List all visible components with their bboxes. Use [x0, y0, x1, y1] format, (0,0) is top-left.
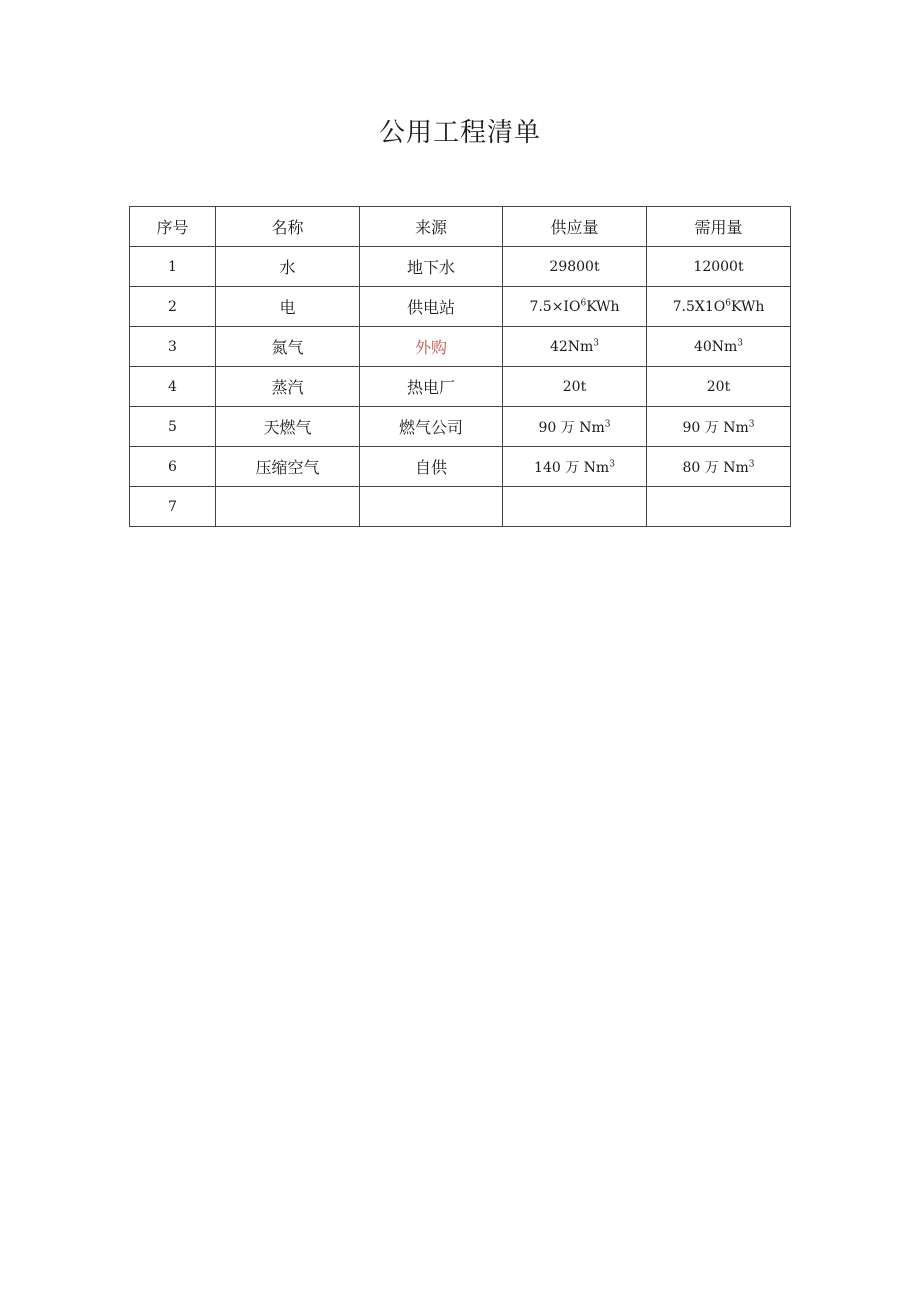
row-supply — [503, 407, 647, 447]
table-row — [130, 487, 791, 527]
table-row — [130, 287, 791, 327]
row-source: 热电厂 — [360, 367, 503, 407]
row-demand — [647, 287, 791, 327]
demand-exponent: 6 — [725, 297, 731, 308]
row-number: 2 — [130, 287, 216, 327]
row-demand — [647, 327, 791, 367]
demand-exponent: 3 — [748, 458, 755, 469]
row-source — [360, 487, 503, 527]
utility-table — [129, 206, 791, 527]
demand-exponent: 3 — [737, 337, 744, 348]
row-supply — [503, 367, 647, 407]
row-name: 水 — [216, 247, 360, 287]
supply-value: 140 万 Nm — [534, 459, 610, 476]
supply-exponent: 3 — [593, 337, 600, 348]
row-name: 氮气 — [216, 327, 360, 367]
table-row — [130, 367, 791, 407]
demand-value: 12000t — [693, 258, 744, 275]
header-name: 名称 — [216, 207, 360, 247]
demand-value: 90 万 Nm — [682, 419, 749, 436]
table-row — [130, 447, 791, 487]
supply-exponent: 6 — [580, 297, 587, 308]
supply-unit: KWh — [586, 298, 620, 315]
row-source-highlighted: 外购 — [360, 327, 503, 367]
row-name — [216, 487, 360, 527]
row-name: 压缩空气 — [216, 447, 360, 487]
row-name: 天燃气 — [216, 407, 360, 447]
row-supply — [503, 447, 647, 487]
row-name: 电 — [216, 287, 360, 327]
supply-value: 20t — [562, 378, 587, 395]
supply-exponent: 3 — [604, 418, 611, 429]
table-row — [130, 407, 791, 447]
demand-exponent: 3 — [748, 418, 755, 429]
row-demand — [647, 407, 791, 447]
demand-value: 40Nm — [693, 338, 738, 355]
row-demand — [647, 487, 791, 527]
row-supply — [503, 327, 647, 367]
header-demand: 需用量 — [647, 207, 791, 247]
header-number: 序号 — [130, 207, 216, 247]
demand-value: 80 万 Nm — [682, 459, 749, 476]
row-demand — [647, 367, 791, 407]
row-source: 燃气公司 — [360, 407, 503, 447]
table-row — [130, 327, 791, 367]
supply-value: 7.5×IO — [529, 298, 581, 315]
row-source: 自供 — [360, 447, 503, 487]
row-number: 3 — [130, 327, 216, 367]
demand-value: 20t — [706, 378, 731, 395]
row-source: 供电站 — [360, 287, 503, 327]
row-number: 6 — [130, 447, 216, 487]
supply-value: 29800t — [549, 258, 600, 275]
row-number: 4 — [130, 367, 216, 407]
header-supply: 供应量 — [503, 207, 647, 247]
table-row — [130, 247, 791, 287]
supply-value: 42Nm — [549, 338, 594, 355]
header-source: 来源 — [360, 207, 503, 247]
row-supply — [503, 487, 647, 527]
supply-exponent: 3 — [609, 458, 615, 469]
row-number: 5 — [130, 407, 216, 447]
row-supply — [503, 247, 647, 287]
supply-value: 90 万 Nm — [538, 419, 605, 436]
row-demand — [647, 247, 791, 287]
row-number: 7 — [130, 487, 216, 527]
row-source: 地下水 — [360, 247, 503, 287]
row-demand — [647, 447, 791, 487]
row-number: 1 — [130, 247, 216, 287]
row-supply — [503, 287, 647, 327]
table-header-row — [130, 207, 791, 247]
demand-value: 7.5X1O — [672, 298, 726, 315]
page-title: 公用工程清单 — [378, 118, 541, 148]
demand-unit: KWh — [730, 298, 765, 315]
row-name: 蒸汽 — [216, 367, 360, 407]
